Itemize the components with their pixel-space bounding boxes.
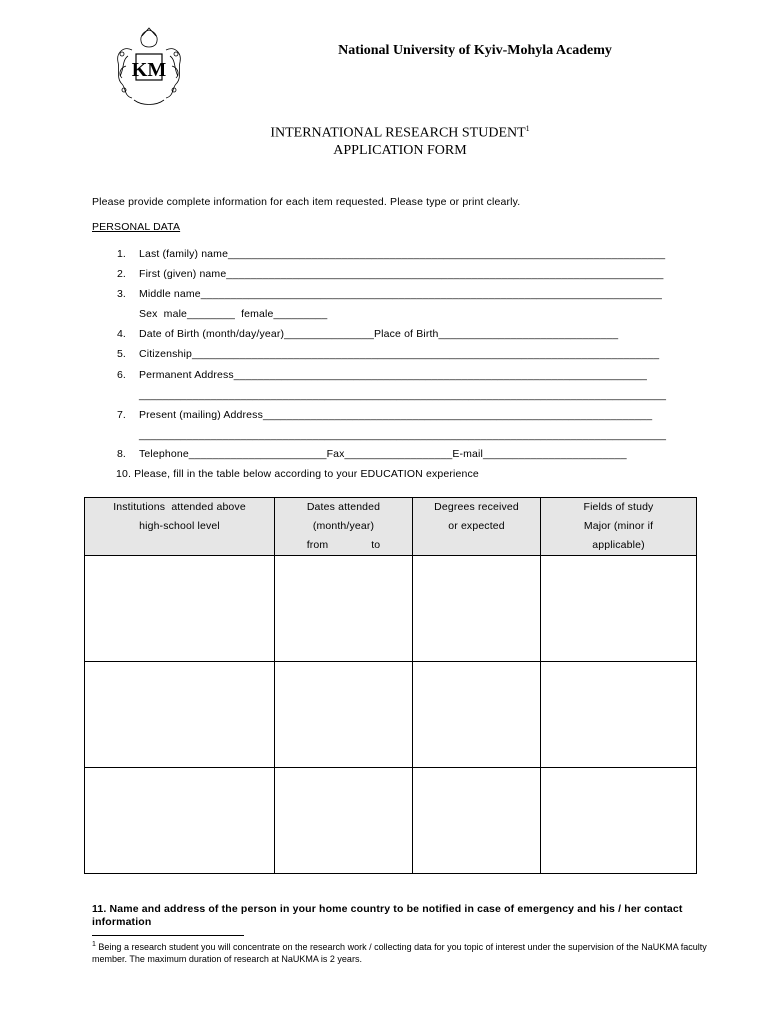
item-2-number: 2. xyxy=(116,268,126,280)
item-8-number: 8. xyxy=(116,448,126,460)
field-cell[interactable] xyxy=(541,662,697,768)
header-dates-line-2: (month/year) xyxy=(312,520,375,532)
header-institutions-line-1: Institutions attended above xyxy=(113,501,246,513)
header-dates-from-to: from to xyxy=(306,539,381,551)
item-present-address: Present (mailing) Address_________________________________________________________________ xyxy=(139,409,653,421)
personal-data-heading: PERSONAL DATA xyxy=(92,221,181,233)
institution-cell[interactable] xyxy=(85,662,275,768)
item-4-number: 4. xyxy=(116,328,126,340)
title-footnote-ref: 1 xyxy=(525,124,530,133)
institution-cell[interactable] xyxy=(85,768,275,874)
header-fields-of-study xyxy=(541,498,697,556)
item-telephone-fax-email: Telephone_______________________Fax__________________E-mail________________________ xyxy=(139,448,627,460)
item-7-number: 7. xyxy=(116,409,126,421)
degree-cell[interactable] xyxy=(413,768,541,874)
dates-cell[interactable] xyxy=(275,662,413,768)
footnote-divider xyxy=(92,935,244,936)
field-cell[interactable] xyxy=(541,768,697,874)
dates-cell[interactable] xyxy=(275,556,413,662)
item-middle-name: Middle name_____________________________________________________________________________ xyxy=(139,288,662,300)
header-degrees-line-1: Degrees received xyxy=(434,501,519,513)
item-10-education-instruction: 10. Please, fill in the table below according to your EDUCATION experience xyxy=(116,468,479,480)
header-institutions-line-2: high-school level xyxy=(139,520,220,532)
header-degrees xyxy=(413,498,541,556)
institution-cell[interactable] xyxy=(85,556,275,662)
table-row xyxy=(85,556,697,662)
item-first-name: First (given) name_________________________________________________________________________ xyxy=(139,268,664,280)
header-institutions xyxy=(85,498,275,556)
title-line-1: INTERNATIONAL RESEARCH STUDENT xyxy=(270,125,526,141)
university-name: National University of Kyiv-Mohyla Academy xyxy=(338,43,612,58)
footnote xyxy=(92,939,708,965)
field-cell[interactable] xyxy=(541,556,697,662)
table-row xyxy=(85,768,697,874)
logo-letters: KM xyxy=(131,59,167,81)
item-sex: Sex male________ female_________ xyxy=(139,308,328,320)
footnote-mark: 1 xyxy=(92,941,96,948)
header-fields-line-3: applicable) xyxy=(592,539,645,551)
item-citizenship: Citizenship______________________________________________________________________________ xyxy=(139,348,660,360)
item-1-number: 1. xyxy=(116,248,126,260)
degree-cell[interactable] xyxy=(413,662,541,768)
header-degrees-line-2: or expected xyxy=(448,520,505,532)
header-fields-line-1: Fields of study xyxy=(583,501,654,513)
item-3-number: 3. xyxy=(116,288,126,300)
item-permanent-address: Permanent Address_____________________________________________________________________ xyxy=(139,369,648,381)
academy-emblem-logo xyxy=(112,26,186,108)
education-table-header-row xyxy=(85,498,697,556)
footnote-text: Being a research student you will concentrate on the research work / collecting data for you topic of interest under the supervision of the NaUKMA faculty member. The maximum duration of research at NaUKMA is 2 years. xyxy=(92,942,707,964)
item-present-address-line-2: ________________________________________________________________________________________ xyxy=(139,429,667,441)
item-permanent-address-line-2: ________________________________________________________________________________________ xyxy=(139,389,667,401)
item-last-name: Last (family) name_________________________________________________________________________ xyxy=(139,248,666,260)
degree-cell[interactable] xyxy=(413,556,541,662)
education-table xyxy=(84,497,697,874)
dates-cell[interactable] xyxy=(275,768,413,874)
header-fields-line-2: Major (minor if xyxy=(583,520,654,532)
item-date-place-of-birth: Date of Birth (month/day/year)_______________Place of Birth______________________________ xyxy=(139,328,619,340)
header-dates-line-1: Dates attended xyxy=(306,501,381,513)
header-dates-attended xyxy=(275,498,413,556)
form-title xyxy=(200,120,600,159)
title-line-2: APPLICATION FORM xyxy=(333,142,467,158)
item-6-number: 6. xyxy=(116,369,126,381)
table-row xyxy=(85,662,697,768)
item-11-emergency-contact: 11. Name and address of the person in your home country to be notified in case of emergency and his / her contact information xyxy=(92,903,683,928)
item-5-number: 5. xyxy=(116,348,126,360)
intro-text: Please provide complete information for each item requested. Please type or print clearly. xyxy=(92,196,521,208)
